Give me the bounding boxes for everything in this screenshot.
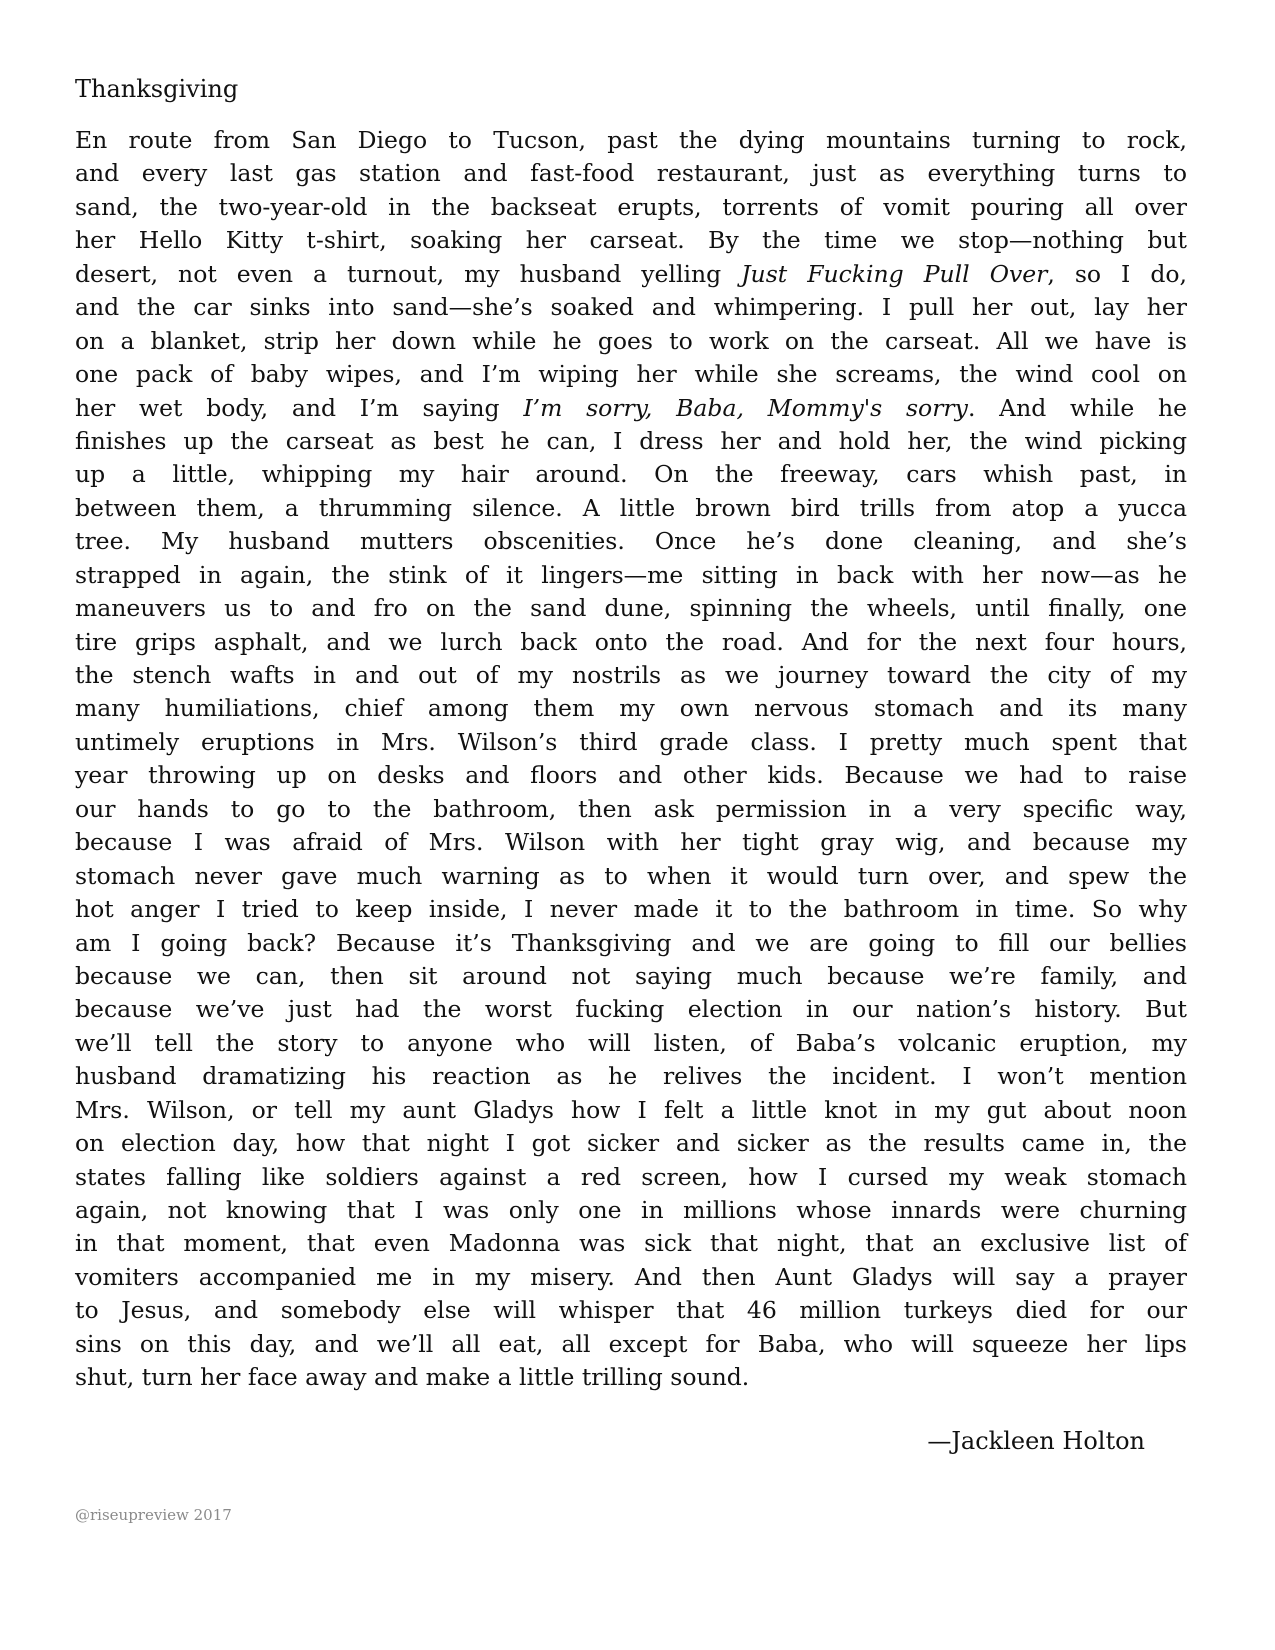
body-text-segment: Mrs. Wilson, or tell my aunt Gladys how I felt a little knot in my gut about noon [75,1095,1187,1124]
body-text-segment: we’ll tell the story to anyone who will listen, of Baba’s volcanic eruption, my [75,1028,1187,1057]
body-text-segment: her wet body, and I’m saying [75,393,524,422]
body-line [75,659,1187,692]
body-line [75,1294,1187,1327]
body-text-segment: am I going back? Because it’s Thanksgiving and we are going to fill our bellies [75,928,1187,957]
body-line [75,358,1187,391]
body-line [75,759,1187,792]
body-text-segment: one pack of baby wipes, and I’m wiping her while she screams, the wind cool on [75,360,1187,389]
body-text-segment: because we’ve just had the worst fucking election in our nation’s history. But [75,995,1187,1024]
body-line [75,860,1187,893]
body-text-segment: husband dramatizing his reaction as he relives the incident. I won’t mention [75,1062,1187,1091]
body-text-segment: desert, not even a turnout, my husband yelling [75,259,742,288]
body-line [75,826,1187,859]
body-line [75,392,1187,425]
body-line [75,191,1187,224]
body-text-segment: because I was afraid of Mrs. Wilson with her tight gray wig, and because my [75,828,1187,857]
body-text-segment: tire grips asphalt, and we lurch back onto the road. And for the next four hours, [75,627,1187,656]
body-text-segment: the stench wafts in and out of my nostrils as we journey toward the city of my [75,661,1187,689]
body-text-segment: tree. My husband mutters obscenities. Once he’s done cleaning, and she’s [75,527,1187,556]
body-text-segment: stomach never gave much warning as to when it would turn over, and spew the [75,861,1187,890]
body-text-segment: her Hello Kitty t-shirt, soaking her carseat. By the time we stop—nothing but [75,226,1187,255]
author-signature: —Jackleen Holton [927,1427,1145,1455]
body-line [75,559,1187,592]
body-line [75,124,1187,157]
body-line [75,1060,1187,1093]
body-line [75,492,1187,525]
italic-phrase: Just Fucking Pull Over [741,259,1048,288]
body-text-segment: and the car sinks into sand—she’s soaked and whimpering. I pull her out, lay her [75,293,1187,322]
body-text-segment: on election day, how that night I got sicker and sicker as the results came in, the [75,1129,1187,1158]
body-text-segment: in that moment, that even Madonna was sick that night, that an exclusive list of [75,1229,1187,1258]
body-line [75,793,1187,826]
body-text-segment: maneuvers us to and fro on the sand dune, spinning the wheels, until finally, one [75,594,1187,623]
poem-body [75,124,1187,1395]
body-line [75,1161,1187,1194]
body-text-segment: because we can, then sit around not saying much because we’re family, and [75,961,1187,990]
body-text-segment: to Jesus, and somebody else will whisper that 46 million turkeys died for our [75,1296,1187,1325]
body-line [75,1094,1187,1127]
body-line [75,1361,1187,1394]
body-line [75,927,1187,960]
body-text-segment: . And while he [967,393,1188,422]
body-text-segment: states falling like soldiers against a red screen, how I cursed my weak stomach [75,1162,1187,1191]
body-line [75,1194,1187,1227]
body-text-segment: strapped in again, the stink of it lingers—me sitting in back with her now—as he [75,560,1187,589]
body-line [75,726,1187,759]
body-line [75,258,1187,291]
body-line [75,1261,1187,1294]
body-text-segment: between them, a thrumming silence. A little brown bird trills from atop a yucca [75,493,1187,522]
body-text-segment: our hands to go to the bathroom, then ask permission in a very specific way, [75,794,1187,823]
body-text-segment: and every last gas station and fast-food restaurant, just as everything turns to [75,159,1187,188]
body-line [75,993,1187,1026]
body-line [75,525,1187,558]
body-line [75,224,1187,257]
body-text-segment: many humiliations, chief among them my own nervous stomach and its many [75,694,1187,723]
body-line [75,893,1187,926]
body-text-segment: En route from San Diego to Tucson, past the dying mountains turning to rock, [75,126,1187,154]
body-text-segment: , so I do, [1047,259,1187,288]
body-text-segment: vomiters accompanied me in my misery. And then Aunt Gladys will say a prayer [75,1262,1187,1291]
body-line [75,592,1187,625]
italic-phrase: I’m sorry, Baba, Mommy's sorry [523,393,968,422]
body-line [75,1127,1187,1160]
body-text-segment: sand, the two-year-old in the backseat erupts, torrents of vomit pouring all over [75,192,1187,221]
body-line [75,960,1187,993]
body-line [75,1328,1187,1361]
body-line [75,1027,1187,1060]
poem-title: Thanksgiving [75,75,239,103]
body-line [75,458,1187,491]
body-line [75,291,1187,324]
body-text-segment: shut, turn her face away and make a little trilling sound. [75,1363,750,1392]
body-line [75,692,1187,725]
body-text-segment: sins on this day, and we’ll all eat, all except for Baba, who will squeeze her lips [75,1329,1187,1358]
body-line [75,1227,1187,1260]
body-text-segment: untimely eruptions in Mrs. Wilson’s third grade class. I pretty much spent that [75,727,1187,756]
body-text-segment: again, not knowing that I was only one in millions whose innards were churning [75,1196,1187,1224]
body-text-segment: finishes up the carseat as best he can, I dress her and hold her, the wind picking [75,426,1187,455]
body-text-segment: on a blanket, strip her down while he goes to work on the carseat. All we have is [75,326,1187,355]
footer-credit: @riseupreview 2017 [75,1506,232,1524]
body-line [75,325,1187,358]
body-text-segment: up a little, whipping my hair around. On the freeway, cars whish past, in [75,460,1187,489]
body-line [75,626,1187,659]
body-line [75,425,1187,458]
body-text-segment: hot anger I tried to keep inside, I never made it to the bathroom in time. So why [75,895,1187,924]
body-line [75,157,1187,190]
body-text-segment: year throwing up on desks and floors and other kids. Because we had to raise [75,761,1187,790]
